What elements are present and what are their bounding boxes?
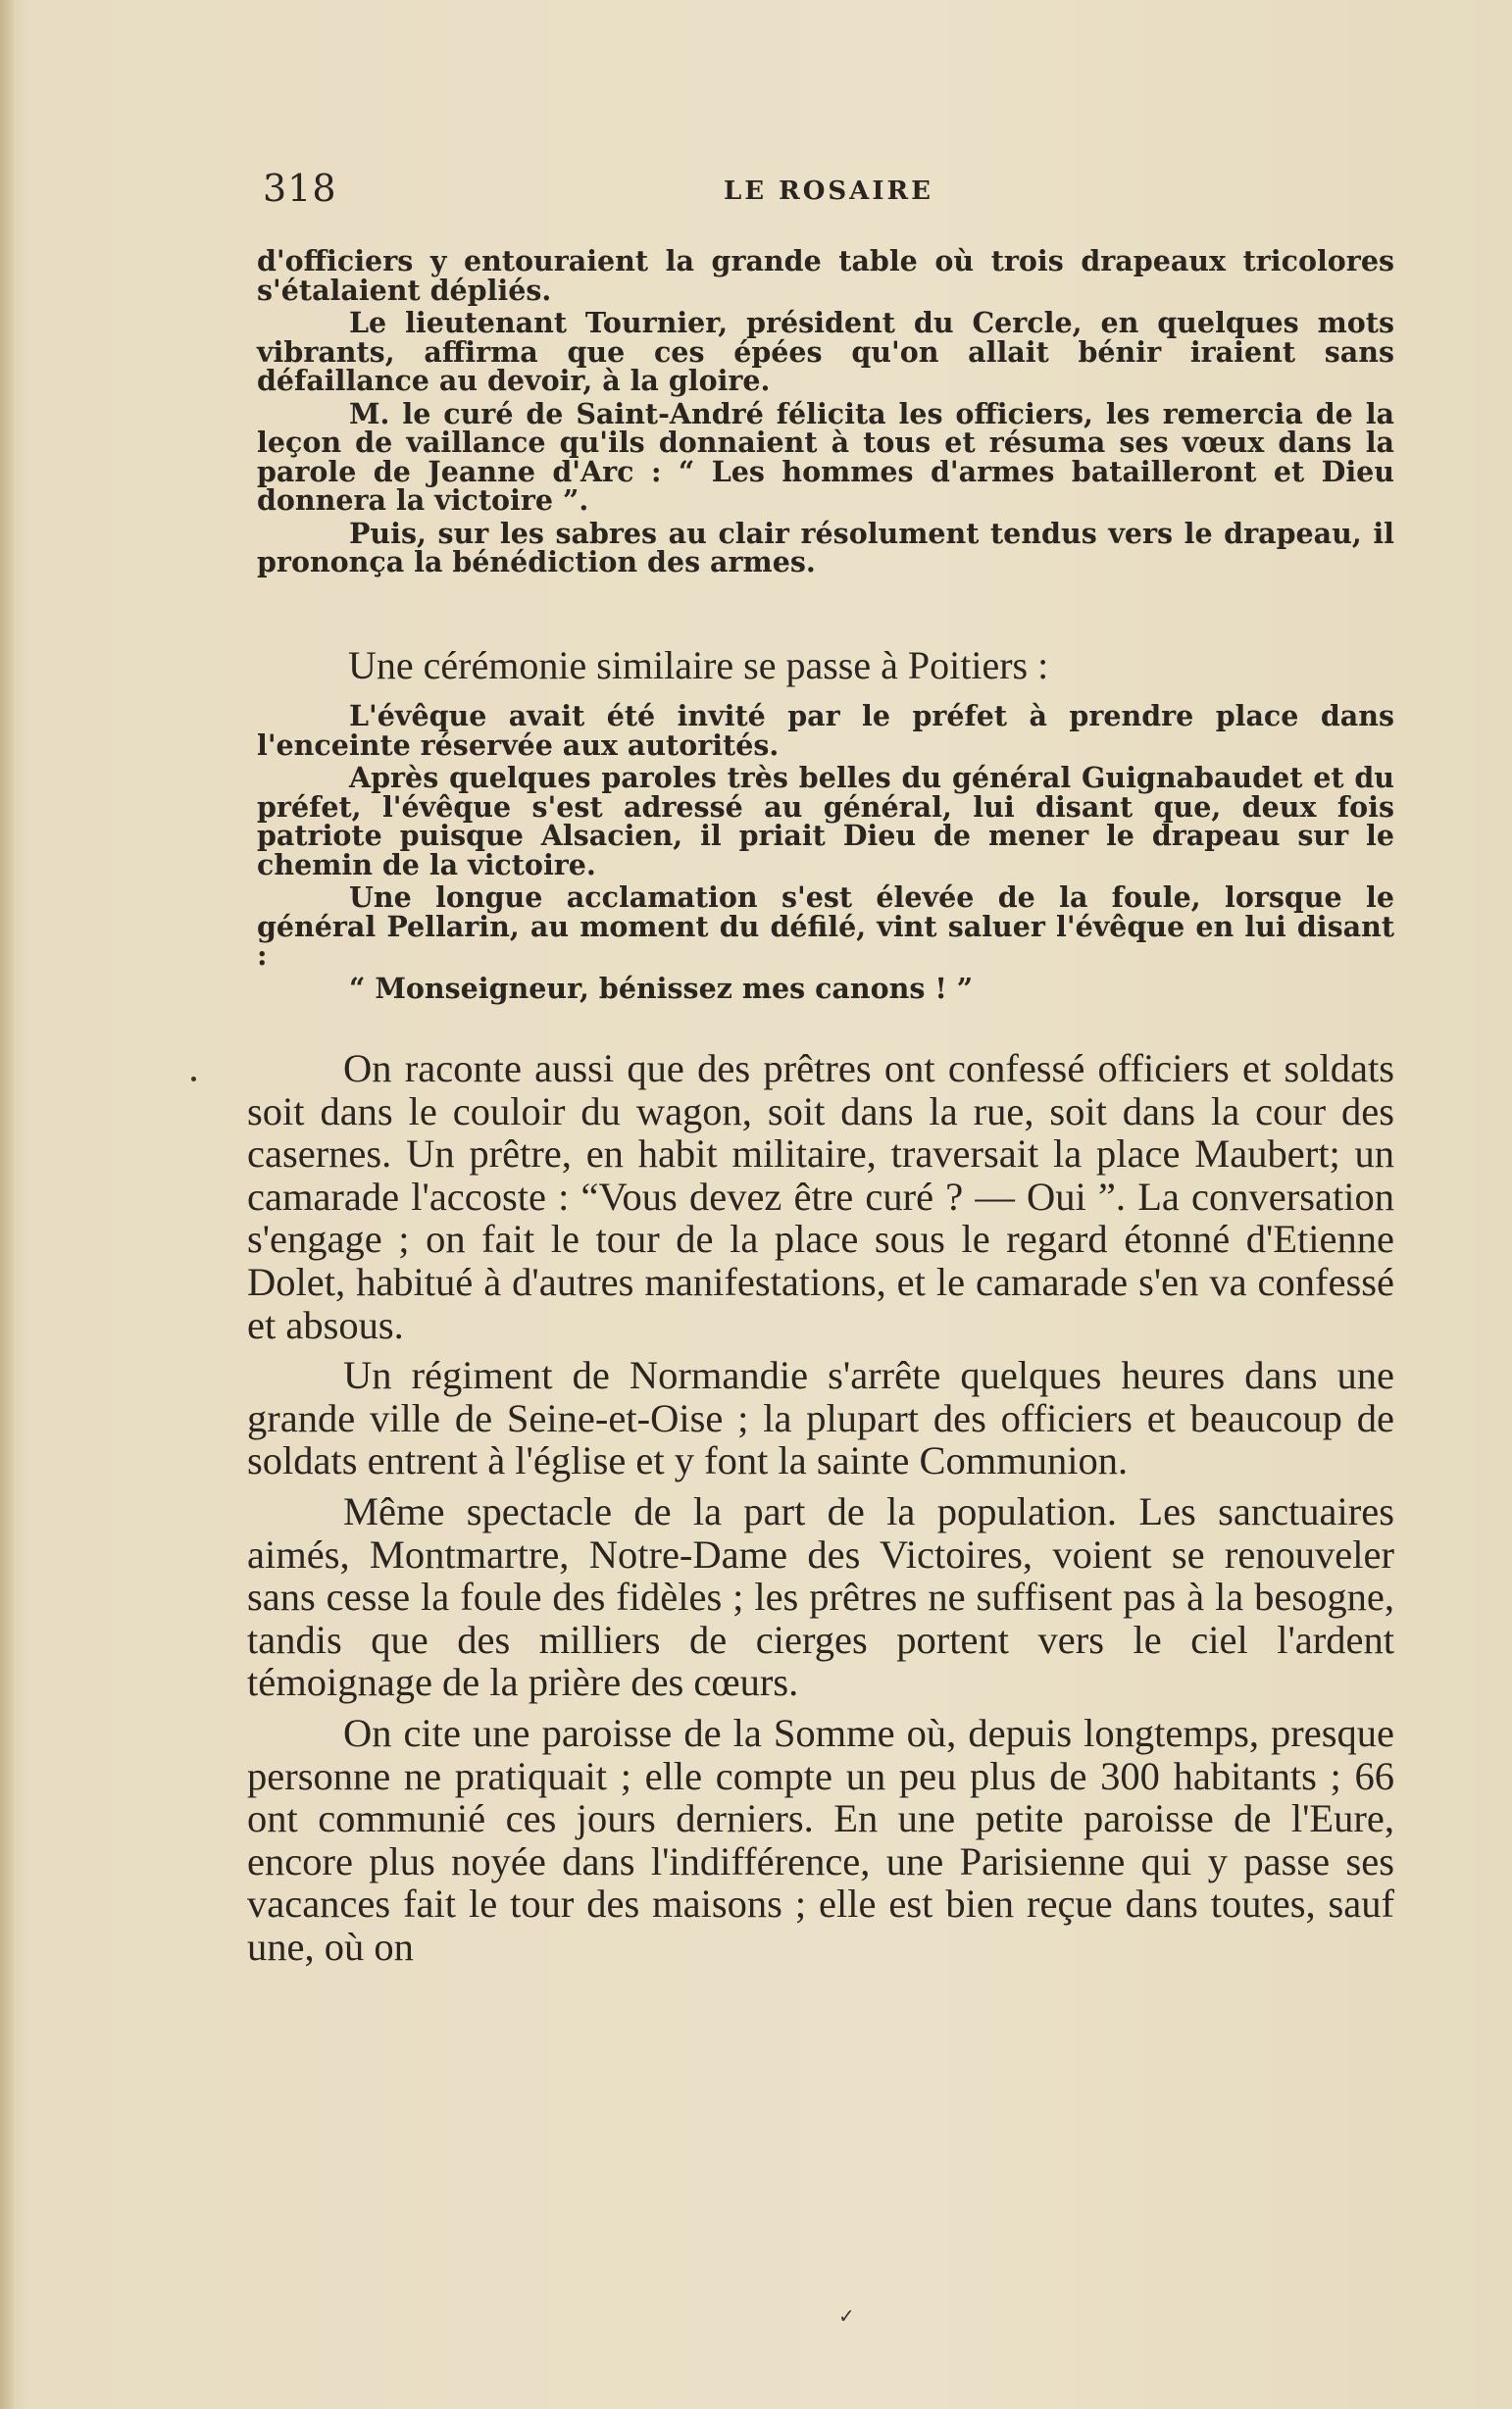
- margin-mark: [191, 1077, 196, 1081]
- quoted-account-saint-andre: [257, 244, 1394, 578]
- paragraph: On raconte aussi que des prêtres ont confessé officiers et soldats soit dans le couloir du wagon, soit dans la rue, soit dans la cour des casernes. Un prêtre, en habit militaire, traversait la place Maubert; un camarade l'accoste : “Vous devez être curé ? — Oui ”. La conversation s'engage ; on fait le tour de la place sous le regard étonné d'Etienne Dolet, habitué à d'autres manifestations, et le camarade s'en va confessé et absous.: [247, 1046, 1394, 1347]
- paragraph: M. le curé de Saint-André félicita les officiers, les remercia de la leçon de vaillance qu'ils donnaient à tous et résuma ses vœux dans la parole de Jeanne d'Arc : “ Les hommes d'armes batailleront et Dieu donnera la victoire ”.: [257, 396, 1394, 517]
- paragraph: Même spectacle de la part de la population. Les sanctuaires aimés, Montmartre, Notre-Dame des Victoires, voient se renouveler sans cesse la foule des fidèles ; les prêtres ne suffisent pas à la besogne, tandis que des milliers de cierges portent vers le ciel l'ardent témoignage de la prière des cœurs.: [247, 1488, 1394, 1705]
- paragraph: Puis, sur les sabres au clair résolument tendus vers le drapeau, il prononça la bénédiction des armes.: [257, 516, 1394, 578]
- page-header: [263, 167, 1400, 216]
- paragraph: Un régiment de Normandie s'arrête quelques heures dans une grande ville de Seine-et-Oise ; la plupart des officiers et beaucoup de soldats entrent à l'église et y font la sainte Communion.: [247, 1353, 1394, 1483]
- paragraph: Une longue acclamation s'est élevée de la foule, lorsque le général Pellarin, au moment du défilé, vint saluer l'évêque en lui disant :: [257, 880, 1394, 972]
- running-title: LE ROSAIRE: [724, 176, 933, 206]
- lead-sentence: Une cérémonie similaire se passe à Poitiers :: [348, 643, 1049, 687]
- paragraph: L'évêque avait été invité par le préfet à prendre place dans l'enceinte réservée aux autorités.: [257, 699, 1394, 762]
- main-text: [247, 1047, 1394, 1968]
- page-number: 318: [263, 167, 337, 210]
- quoted-account-poitiers: [257, 699, 1394, 1005]
- page-spine-shadow: [0, 0, 14, 2409]
- paragraph: d'officiers y entouraient la grande table où trois drapeaux tricolores s'étalaient dépliés.: [257, 244, 1394, 307]
- paragraph: Après quelques paroles très belles du général Guignabaudet et du préfet, l'évêque s'est adressé au général, lui disant que, deux fois patriote puisque Alsacien, il priait Dieu de mener le drapeau sur le chemin de la victoire.: [257, 761, 1394, 881]
- paragraph: Le lieutenant Tournier, président du Cercle, en quelques mots vibrants, affirma que ces épées qu'on allait bénir iraient sans défaillance au devoir, à la gloire.: [257, 306, 1394, 397]
- paragraph: On cite une paroisse de la Somme où, depuis longtemps, presque personne ne pratiquait ; elle compte un peu plus de 300 habitants ; 66 ont communié ces jours derniers. En une petite paroisse de l'Eure, encore plus noyée dans l'indifférence, une Parisienne qui y passe ses vacances fait le tour des maisons ; elle est bien reçue dans toutes, sauf une, où on: [247, 1710, 1394, 1969]
- paragraph: “ Monseigneur, bénissez mes canons ! ”: [349, 971, 974, 1005]
- ink-speck: ✓: [838, 2304, 855, 2328]
